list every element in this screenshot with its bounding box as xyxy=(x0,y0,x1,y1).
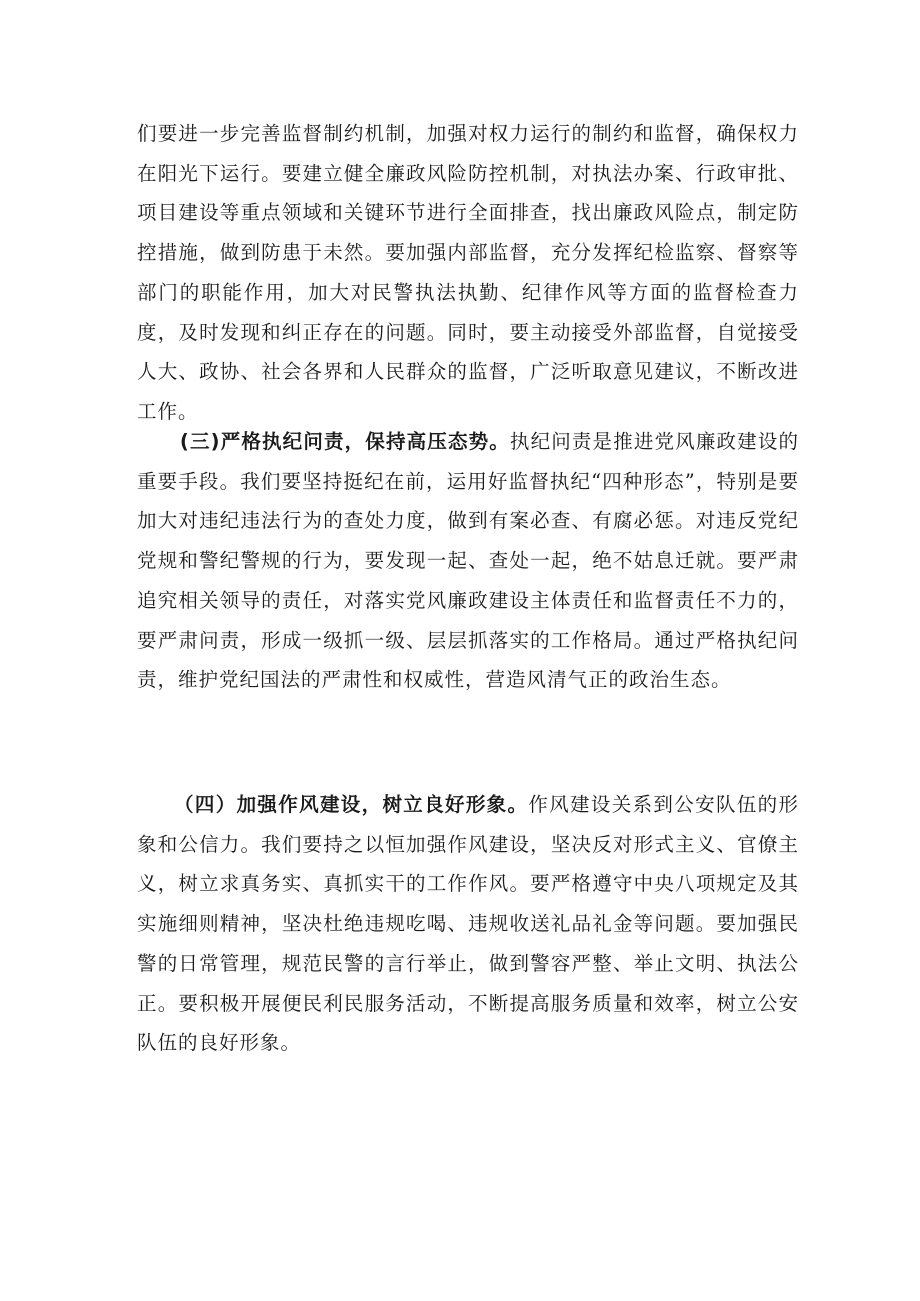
section-heading: (三)严格执纪问责，保持高压态势。 xyxy=(179,430,510,453)
paragraph-discipline-accountability xyxy=(137,422,799,700)
paragraph-work-style xyxy=(137,785,799,1063)
paragraph-text: 作风建设关系到公安队伍的形象和公信力。我们要持之以恒加强作风建设，坚决反对形式主义、官僚主义，树立求真务实、真抓实干的工作作风。要严格遵守中央八项规定及其实施细则精神，坚决杜绝违规吃喝、违规收送礼品礼金等问题。要加强民警的日常管理，规范民警的言行举止，做到警容严整、举止文明、执法公正。要积极开展便民利民服务活动，不断提高服务质量和效率，树立公安队伍的良好形象。 xyxy=(137,793,799,1055)
paragraph-text: 们要进一步完善监督制约机制，加强对权力运行的制约和监督，确保权力在阳光下运行。要建立健全廉政风险防控机制，对执法办案、行政审批、项目建设等重点领域和关键环节进行全面排查，找出廉政风险点，制定防控措施，做到防患于未然。要加强内部监督，充分发挥纪检监察、督察等部门的职能作用，加大对民警执法执勤、纪律作风等方面的监督检查力度，及时发现和纠正存在的问题。同时，要主动接受外部监督，自觉接受人大、政协、社会各界和人民群众的监督，广泛听取意见建议，不断改进工作。 xyxy=(137,122,799,423)
paragraph-text: 执纪问责是推进党风廉政建设的重要手段。我们要坚持挺纪在前，运用好监督执纪“四种形态”，特别是要加大对违纪违法行为的查处力度，做到有案必查、有腐必惩。对违反党纪党规和警纪警规的行为，要发现一起、查处一起，绝不姑息迁就。要严肃追究相关领导的责任，对落实党风廉政建设主体责任和监督责任不力的，要严肃问责，形成一级抓一级、层层抓落实的工作格局。通过严格执纪问责，维护党纪国法的严肃性和权威性，营造风清气正的政治生态。 xyxy=(137,430,799,692)
section-heading: （四）加强作风建设，树立良好形象。 xyxy=(174,793,529,816)
paragraph-supervision xyxy=(137,114,799,432)
